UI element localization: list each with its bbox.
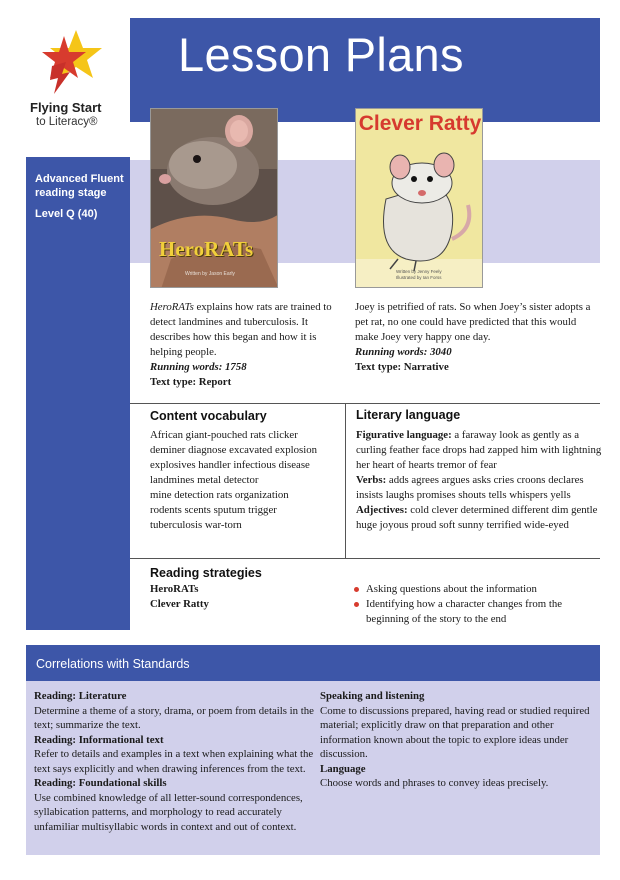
logo (26, 26, 116, 146)
reading-strategies-list (352, 582, 602, 627)
figurative-label: Figurative language: (356, 429, 452, 441)
page-title: Lesson Plans (178, 28, 464, 81)
cover-title-herorats: HeroRATs (159, 237, 254, 261)
standard-text: Refer to details and examples in a text when explaining what the text says explicitly and when drawing inferences from the text. (34, 748, 314, 775)
column-divider (345, 403, 346, 558)
vocab-line: rodents scents sputum trigger (150, 504, 277, 516)
standards-right-column (320, 689, 595, 791)
standard-text: Use combined knowledge of all letter-sound correspondences, syllabication patterns, and morphology to read accurately unfamiliar multisyllabic words in context and out of context. (34, 791, 303, 833)
logo-name: Flying Start (30, 100, 102, 115)
vocab-line: mine detection rats organization (150, 489, 289, 501)
vocab-line: African giant-pouched rats clicker (150, 429, 298, 441)
description-text: explains how rats are trained to detect landmines and tuberculosis. It describes how this began and how it is helping people. (150, 301, 332, 358)
standard-heading: Language (320, 762, 366, 775)
reading-strategies-heading: Reading strategies (150, 566, 262, 580)
star-logo-icon (36, 26, 108, 96)
text-type: Text type: Report (150, 376, 232, 388)
cover-credit-clever-ratty: Written by Jenny Feely Illustrated by Ian Forss (396, 269, 442, 280)
running-words: Running words: 1758 (150, 361, 247, 373)
strategy-book-1: HeroRATs (150, 583, 199, 595)
content-vocabulary-heading: Content vocabulary (150, 409, 267, 423)
cover-title-clever-ratty: Clever Ratty (358, 112, 482, 135)
vocab-line: tuberculosis war-torn (150, 519, 242, 531)
standard-text: Choose words and phrases to convey ideas precisely. (320, 777, 549, 789)
section-divider (130, 558, 600, 559)
list-item: Identifying how a character changes from the beginning of the story to the end (352, 597, 602, 627)
book-title-inline: HeroRATs (150, 301, 194, 313)
adjectives-label: Adjectives: (356, 504, 408, 516)
vocab-line: explosives handler infectious disease (150, 459, 310, 471)
standard-heading: Reading: Foundational skills (34, 777, 167, 789)
literary-language-heading: Literary language (356, 408, 461, 422)
standards-title: Correlations with Standards (36, 657, 190, 671)
standard-text: Determine a theme of a story, drama, or poem from details in the text; summarize the text. (34, 704, 314, 731)
bullet-icon (354, 602, 359, 607)
book-description-herorats (150, 300, 340, 390)
book-description-clever-ratty (355, 300, 595, 375)
book-cover-herorats (150, 108, 278, 288)
running-words: Running words: 3040 (355, 346, 452, 358)
bullet-icon (354, 587, 359, 592)
cover-credit-herorats: Written by Jason Early (185, 271, 235, 277)
reading-strategies-books (150, 582, 209, 612)
book-cover-clever-ratty (355, 108, 483, 288)
strategy-book-2: Clever Ratty (150, 598, 209, 610)
standards-left-column (34, 689, 314, 834)
sidebar (26, 157, 130, 630)
vocab-line: deminer diagnose excavated explosion (150, 444, 317, 456)
standard-heading: Speaking and listening (320, 690, 425, 702)
description-text: Joey is petrified of rats. So when Joey’s sister adopts a pet rat, no one could have predicted that this would make Joey very happy one day. (355, 301, 591, 343)
reading-stage: Advanced Fluent reading stage (35, 173, 124, 199)
section-divider (130, 403, 600, 404)
reading-level: Level Q (40) (35, 208, 98, 220)
verbs-text: adds agrees argues asks cries croons declares insists laughs promises shouts tells whispers yells (356, 474, 584, 501)
logo-subtitle: to Literacy® (36, 116, 98, 128)
content-vocabulary-list (150, 428, 340, 533)
text-type: Text type: Narrative (355, 361, 449, 373)
adjectives-text: cold clever determined different dim gentle huge joyous proud soft sunny terrified wide-eyed (356, 504, 598, 531)
cartoon-rat-illustration (356, 109, 483, 288)
standard-heading: Reading: Informational text (34, 733, 164, 746)
standard-text: Come to discussions prepared, having read or studied required material; explicitly draw on that preparation and other information known about the topic to explore ideas under discussion. (320, 704, 590, 760)
verbs-label: Verbs: (356, 474, 387, 486)
figurative-text: a faraway look as gently as a curling feather face drops had zapped him with lightning her heart of hearts tremor of fear (356, 429, 602, 471)
list-item: Asking questions about the information (352, 582, 602, 597)
standard-heading: Reading: Literature (34, 690, 127, 702)
literary-language-list (356, 428, 602, 533)
vocab-line: landmines metal detector (150, 474, 259, 486)
